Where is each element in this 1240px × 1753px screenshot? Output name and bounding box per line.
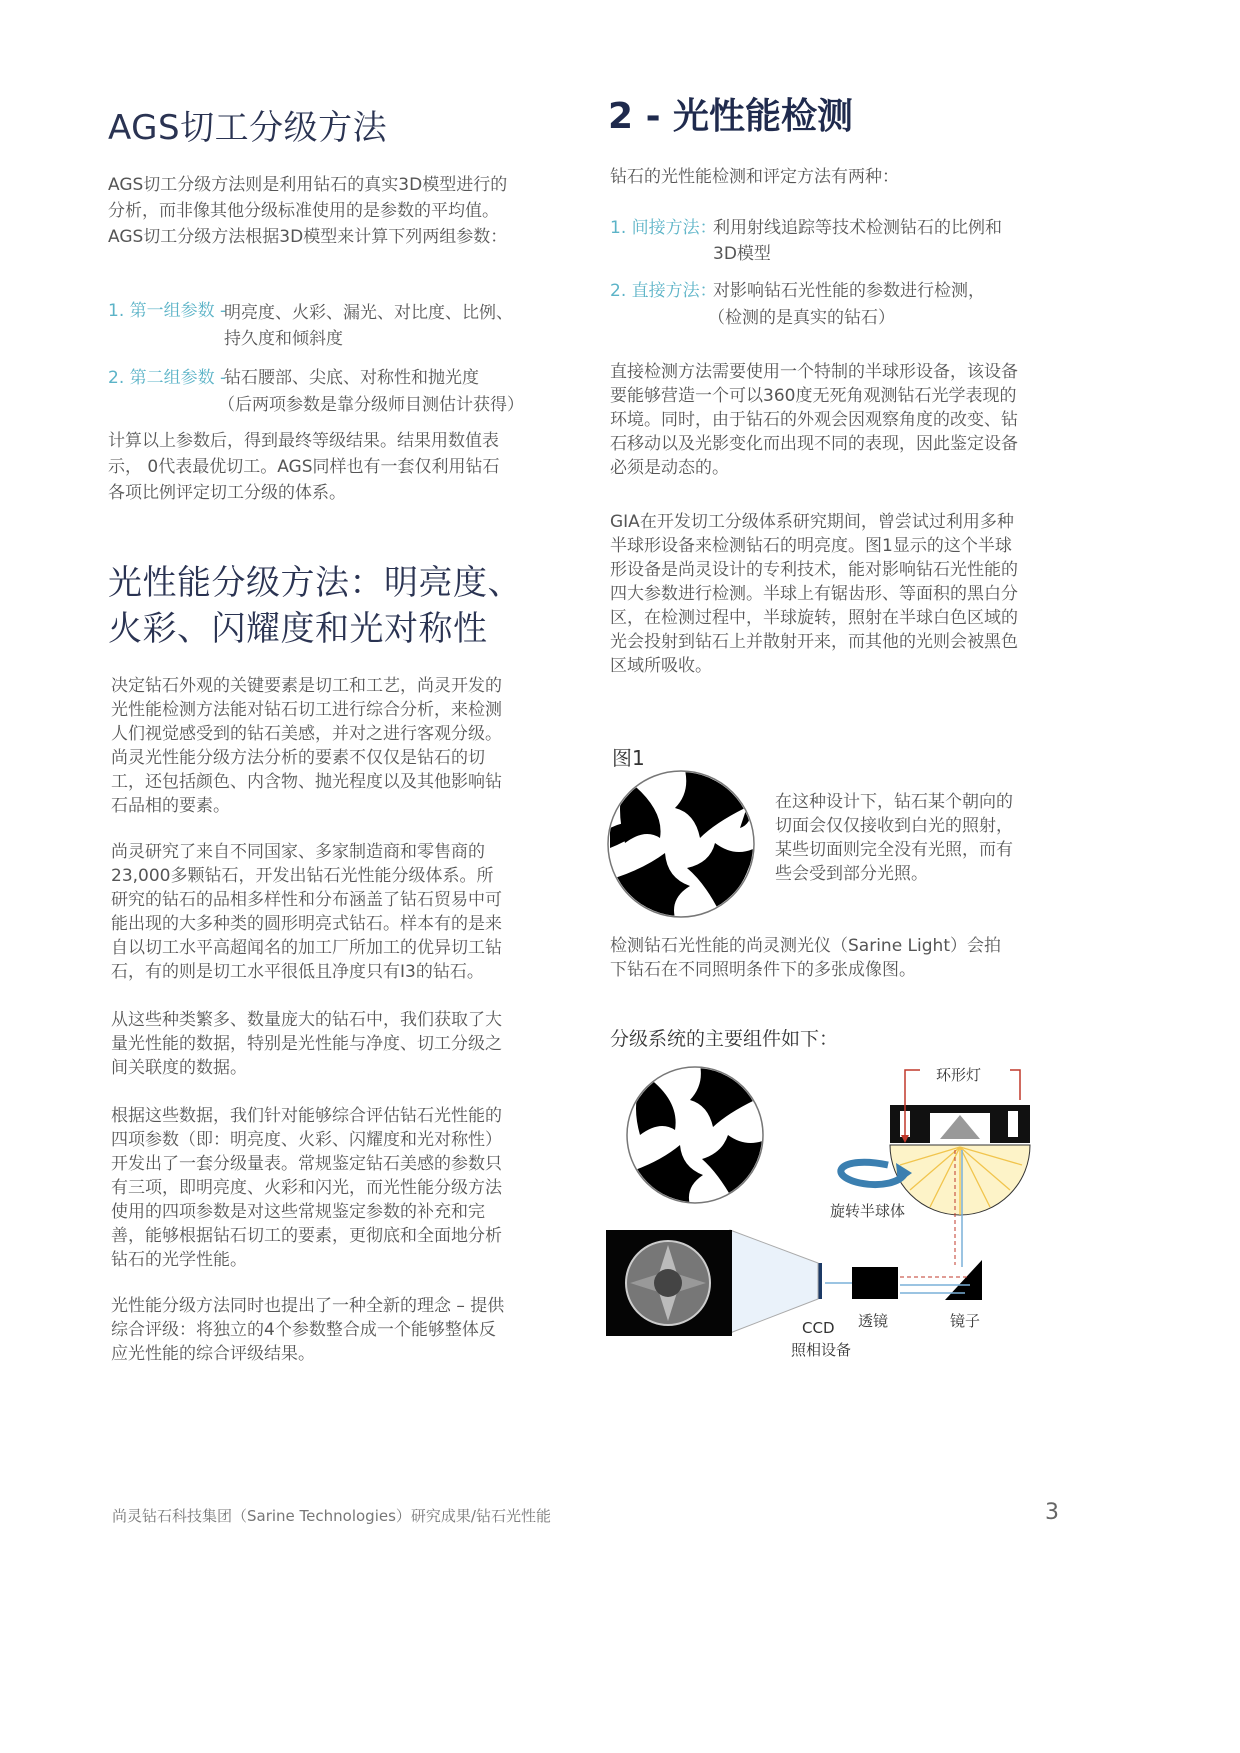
hemisphere-figure [605,768,757,920]
method-label: 直接方法： [631,281,717,301]
paragraph: 光性能分级方法同时也提出了一种全新的理念 – 提供综合评级：将独立的4个参数整合成一个能够整体反应光性能的综合评级结果。 [111,1296,505,1364]
figure-caption: 在这种设计下，钻石某个朝向的切面会仅仅接收到白光的照射，某些切面则完全没有光照，而有些会受到部分光照。 [775,792,1013,884]
paragraph: GIA在开发切工分级体系研究期间，曾尝试过利用多种半球形设备来检测钻石的明亮度。图1显示的这个半球形设备是尚灵设计的专利技术，能对影响钻石光性能的四大参数进行检测。半球上有锯齿形、等面积的黑白分区，在检测过程中，半球旋转，照射在半球白色区域的光会投射到钻石上并散射开来，而其他的光则会被黑色区域所吸收。 [610,512,1018,676]
method-1 [610,215,720,241]
item-number: 2. [108,368,125,388]
paragraph: 直接检测方法需要使用一个特制的半球形设备，该设备要能够营造一个可以360度无死角观测钻石光学表现的环境。同时，由于钻石的外观会因观察角度的改变、钻石移动以及光影变化而出现不同的表现，因此鉴定设备必须是动态的。 [610,362,1018,478]
components-title: 分级系统的主要组件如下： [610,1028,839,1050]
mirror-label: 镜子 [950,1312,981,1330]
ccd-label: CCD [802,1319,835,1337]
method-2 [610,278,720,304]
figure-label: 图1 [612,746,645,770]
ring-lamp-label: 环形灯 [936,1066,982,1084]
item-text: 明亮度、火彩、漏光、对比度、比例、持久度和倾斜度 [224,303,513,349]
section-title: 2 - 光性能检测 [608,96,854,137]
title-line-1: 光性能分级方法：明亮度、 [108,563,522,603]
ags-title: AGS切工分级方法 [108,108,388,148]
method-number: 1. [610,218,627,238]
rotating-hemisphere-pattern [627,1065,765,1205]
page-number: 3 [1045,1500,1059,1525]
item-number: 1. [108,301,125,321]
paragraph: 检测钻石光性能的尚灵测光仪（Sarine Light）会拍下钻石在不同照明条件下的多张成像图。 [610,936,1001,980]
item-note: （后两项参数是靠分级师目测估计获得） [218,395,524,415]
light-performance-title [108,560,522,652]
paragraph: 尚灵研究了来自不同国家、多家制造商和零售商的23,000多颗钻石，开发出钻石光性能分级体系。所研究的钻石的品相多样性和分布涵盖了钻石贸易中可能出现的大多种类的圆形明亮式钻石。样本有的是来自以切工水平高超闻名的加工厂所加工的优异切工钻石，有的则是切工水平很低且净度只有I3的钻石。 [111,842,502,982]
item-text: 钻石腰部、尖底、对称性和抛光度 [224,368,479,388]
title-line-2: 火彩、闪耀度和光对称性 [108,609,488,649]
method-text: 3D模型 [713,244,771,264]
ags-result: 计算以上参数后，得到最终等级结果。结果用数值表示， 0代表最优切工。AGS同样也有一套仅利用钻石各项比例评定切工分级的体系。 [108,431,500,503]
paragraph: 从这些种类繁多、数量庞大的钻石中，我们获取了大量光性能的数据，特别是光性能与净度、切工分级之间关联度的数据。 [111,1010,502,1078]
rotating-hemisphere-label: 旋转半球体 [830,1202,906,1220]
paragraph: 根据这些数据，我们针对能够综合评估钻石光性能的四项参数（即：明亮度、火彩、闪耀度和光对称性）开发出了一套分级量表。常规鉴定钻石美感的参数只有三项，即明亮度、火彩和闪光，而光性能分级方法使用的四项参数是对这些常规鉴定参数的补充和完善，能够根据钻石切工的要素，更彻底和全面地分析钻石的光学性能。 [111,1106,502,1270]
lens-label: 透镜 [858,1312,889,1330]
paragraph: 决定钻石外观的关键要素是切工和工艺，尚灵开发的光性能检测方法能对钻石切工进行综合分析，来检测人们视觉感受到的钻石美感，并对之进行客观分级。尚灵光性能分级方法分析的要素不仅仅是钻石的切工，还包括颜色、内含物、抛光程度以及其他影响钻石品相的要素。 [111,676,502,816]
item-label: 第二组参数 - [129,368,227,388]
ags-item-2 [108,365,228,391]
method-text: 利用射线追踪等技术检测钻石的比例和 [713,218,1002,238]
item-label: 第一组参数 - [129,301,227,321]
intro: 钻石的光性能检测和评定方法有两种： [610,167,899,187]
method-label: 间接方法： [631,218,717,238]
camera-label: 照相设备 [791,1341,852,1359]
method-number: 2. [610,281,627,301]
method-text: （检测的是真实的钻石） [708,308,895,328]
footer-text: 尚灵钻石科技集团（Sarine Technologies）研究成果/钻石光性能 [112,1507,551,1525]
ags-intro: AGS切工分级方法则是利用钻石的真实3D模型进行的分析，而非像其他分级标准使用的是参数的平均值。AGS切工分级方法根据3D模型来计算下列两组参数： [108,175,508,247]
method-text: 对影响钻石光性能的参数进行检测， [713,281,985,301]
